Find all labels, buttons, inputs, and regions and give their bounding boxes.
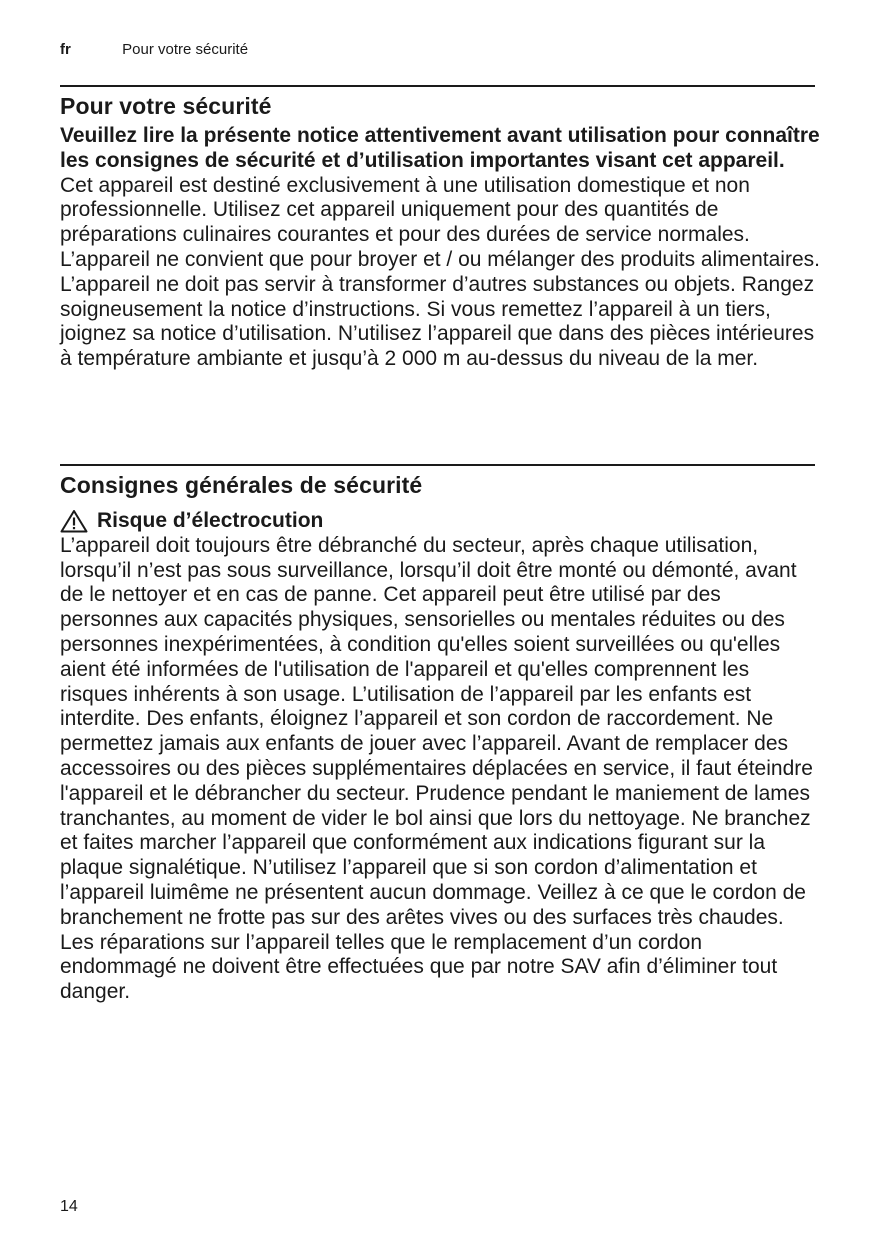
- running-header-title: Pour votre sécurité: [122, 41, 249, 58]
- running-header: [60, 41, 248, 59]
- section-heading: Consignes générales de sécurité: [60, 472, 423, 498]
- safety-paragraph: L’appareil doit toujours être débranché du secteur, après chaque utilisation, lorsqu’il n’est pas sous surveillance, lorsqu’il doit être monté ou démonté, avant de le nettoyer et en cas de panne. Cet appareil peut être utilisé par des personnes aux capacités physiques, sensorielles ou mentales réduites ou des personnes inexpérimentées, à condition qu'elles soient surveillées ou qu'elles aient été informées de l'utilisation de l'appareil et qu'elles comprennent les risques inhérents à son usage. L’utilisation de l’appareil par les enfants est interdite. Des enfants, éloignez l’appareil et son cordon de raccordement. Ne permettez jamais aux enfants de jouer avec l’appareil. Avant de remplacer des accessoires ou des pièces supplémentaires déplacées en service, il faut éteindre l'appareil et le débrancher du secteur. Prudence pendant le maniement de lames tranchantes, au moment de vider le bol ainsi que lors du nettoyage. Ne branchez et faites marcher l’appareil que conformément aux indications figurant sur la plaque signalétique. N’utilisez l’appareil que si son cordon d’alimentation et l’appareil luimême ne présentent aucun dommage. Veillez à ce que le cordon de branchement ne frotte pas sur des arêtes vives ou des surfaces très chaudes. Les réparations sur l’appareil telles que le remplacement d’un cordon endommagé ne doivent être effectuées que par notre SAV afin d’éliminer tout danger.: [60, 533, 813, 1004]
- warning-triangle-icon: [60, 509, 88, 533]
- intro-paragraph: Cet appareil est destiné exclusivement à une utilisation domestique et non professionnelle. Utilisez cet appareil uniquement pour des quantités de préparations culinaires courantes et pour des durées de service normales. L’appareil ne convient que pour broyer et / ou mélanger des produits alimentaires. L’appareil ne doit pas servir à transformer d’autres substances ou objets. Rangez soigneusement la notice d’instructions. Si vous remettez l’appareil à un tiers, joignez sa notice d’utilisation. N’utilisez l’appareil que dans des pièces intérieures à température ambiante et jusqu’à 2 000 m au-dessus du niveau de la mer.: [60, 173, 820, 371]
- safety-intro-section: [60, 92, 820, 372]
- lead-paragraph: Veuillez lire la présente notice attentivement avant utilisation pour connaître les consignes de sécurité et d’utilisation importantes visant cet appareil.: [60, 124, 820, 172]
- language-code: fr: [60, 41, 71, 58]
- section-heading: Pour votre sécurité: [60, 93, 272, 119]
- warning-title: Risque d’électrocution: [97, 509, 324, 532]
- warning-heading: [60, 509, 820, 534]
- section-divider: [60, 464, 815, 466]
- page-number: 14: [60, 1198, 78, 1215]
- section-divider: [60, 85, 815, 87]
- general-safety-section: [60, 471, 820, 1005]
